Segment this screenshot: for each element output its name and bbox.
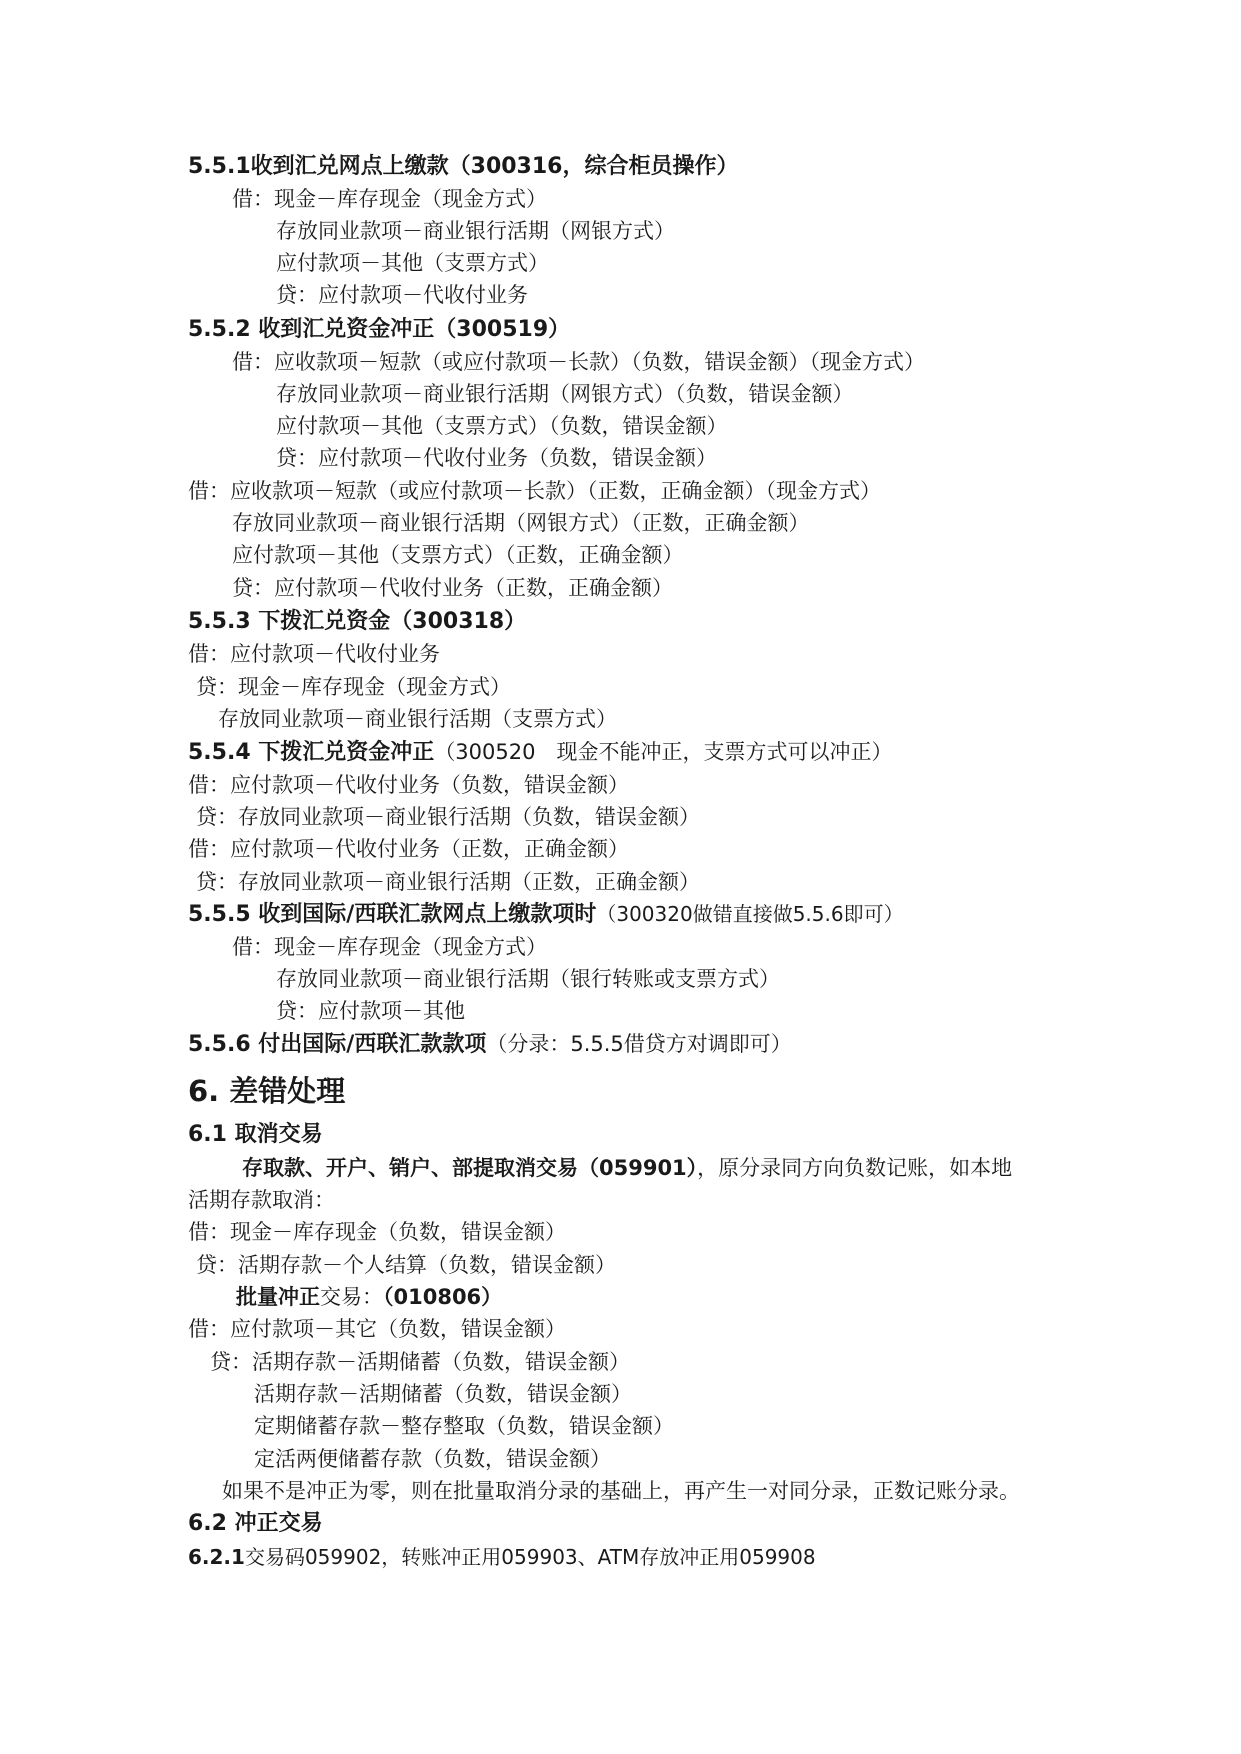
entry-line: 贷：应付款项－代收付业务 xyxy=(276,283,528,307)
entry-line: 借：应付款项－其它（负数，错误金额） xyxy=(188,1317,566,1341)
entry-line: 贷：存放同业款项－商业银行活期（负数，错误金额） xyxy=(196,805,700,829)
heading-6-2: 6.2 冲正交易 xyxy=(188,1511,323,1536)
bold-code: （010806） xyxy=(383,1285,503,1309)
heading-bold: 5.5.5 收到国际/西联汇款网点上缴款项时 xyxy=(188,902,597,927)
heading-number: 6.2.1 xyxy=(188,1545,245,1569)
entry-line: 贷：应付款项－代收付业务（正数，正确金额） xyxy=(232,576,673,600)
entry-line: 贷：活期存款－活期储蓄（负数，错误金额） xyxy=(210,1350,630,1374)
entry-line: 存放同业款项－商业银行活期（银行转账或支票方式） xyxy=(276,967,780,991)
heading-5-5-1: 5.5.1收到汇兑网点上缴款（300316，综合柜员操作） xyxy=(188,154,739,179)
entry-line: 贷：活期存款－个人结算（负数，错误金额） xyxy=(196,1253,616,1277)
batch-reversal-line xyxy=(236,1281,502,1313)
bold-phrase: 批量冲正 xyxy=(236,1285,320,1309)
heading-6-2-1 xyxy=(188,1541,816,1573)
entry-line: 存放同业款项－商业银行活期（支票方式） xyxy=(218,707,617,731)
heading-bold: 5.5.6 付出国际/西联汇款款项 xyxy=(188,1032,487,1057)
heading-5-5-3: 5.5.3 下拨汇兑资金（300318） xyxy=(188,609,527,634)
heading-5-5-2: 5.5.2 收到汇兑资金冲正（300519） xyxy=(188,317,571,342)
entry-line: 贷：现金－库存现金（现金方式） xyxy=(196,675,511,699)
heading-5-5-5 xyxy=(188,898,904,930)
entry-line: 借：现金－库存现金（现金方式） xyxy=(232,935,547,959)
entry-line: 应付款项－其他（支票方式） xyxy=(276,251,549,275)
heading-6-1: 6.1 取消交易 xyxy=(188,1122,323,1147)
entry-line: 贷：应付款项－其他 xyxy=(276,999,465,1023)
section-6-title: 6. 差错处理 xyxy=(188,1074,346,1108)
entry-line: 应付款项－其他（支票方式）（正数，正确金额） xyxy=(232,543,684,567)
entry-line: 定活两便储蓄存款（负数，错误金额） xyxy=(254,1447,611,1471)
bold-phrase: 存取款、开户、销户、部提取消交易（059901） xyxy=(242,1156,698,1180)
plain-phrase: 交易： xyxy=(320,1285,383,1309)
entry-line: 存放同业款项－商业银行活期（网银方式）（负数，错误金额） xyxy=(276,382,854,406)
paragraph-line: 如果不是冲正为零，则在批量取消分录的基础上，再产生一对同分录，正数记账分录。 xyxy=(222,1479,1020,1503)
entry-line: 借：应付款项－代收付业务（正数，正确金额） xyxy=(188,837,629,861)
entry-line: 应付款项－其他（支票方式）（负数，错误金额） xyxy=(276,414,728,438)
heading-5-5-4 xyxy=(188,736,892,768)
entry-line: 活期存款－活期储蓄（负数，错误金额） xyxy=(254,1382,632,1406)
heading-tail: （分录：5.5.5借贷方对调即可） xyxy=(486,1032,792,1056)
entry-line: 借：应付款项－代收付业务 xyxy=(188,642,440,666)
entry-line: 借：现金－库存现金（负数，错误金额） xyxy=(188,1220,566,1244)
heading-tail: （300520 现金不能冲正，支票方式可以冲正） xyxy=(434,740,893,764)
paragraph-line xyxy=(242,1152,1012,1184)
entry-line: 借：应付款项－代收付业务（负数，错误金额） xyxy=(188,773,629,797)
entry-line: 贷：存放同业款项－商业银行活期（正数，正确金额） xyxy=(196,870,700,894)
heading-bold: 5.5.4 下拨汇兑资金冲正 xyxy=(188,740,435,765)
heading-5-5-6 xyxy=(188,1028,792,1060)
entry-line: 借：应收款项－短款（或应付款项－长款）（负数，错误金额）（现金方式） xyxy=(232,350,925,374)
paragraph-line: 活期存款取消： xyxy=(188,1188,335,1212)
entry-line: 定期储蓄存款－整存整取（负数，错误金额） xyxy=(254,1414,674,1438)
entry-line: 存放同业款项－商业银行活期（网银方式）（正数，正确金额） xyxy=(232,511,810,535)
entry-line: 存放同业款项－商业银行活期（网银方式） xyxy=(276,219,675,243)
entry-line: 借：现金－库存现金（现金方式） xyxy=(232,187,547,211)
paragraph-tail: ，原分录同方向负数记账，如本地 xyxy=(697,1156,1013,1180)
heading-tail: （300320做错直接做5.5.6即可） xyxy=(596,902,904,926)
heading-tail: 交易码059902，转账冲正用059903、ATM存放冲正用059908 xyxy=(244,1545,816,1569)
entry-line: 贷：应付款项－代收付业务（负数，错误金额） xyxy=(276,446,717,470)
entry-line: 借：应收款项－短款（或应付款项－长款）（正数，正确金额）（现金方式） xyxy=(188,479,881,503)
